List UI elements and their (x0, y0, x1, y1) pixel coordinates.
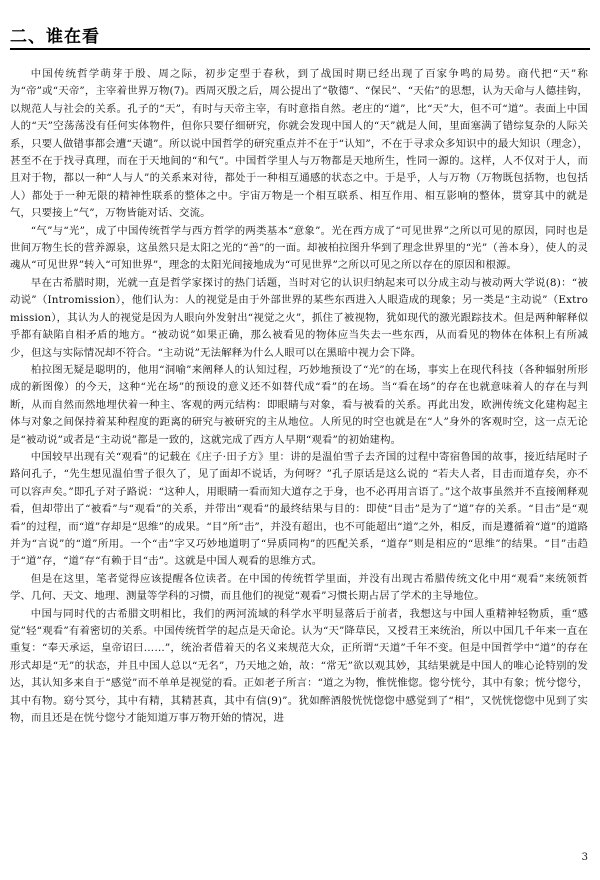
page-number: 3 (581, 852, 588, 863)
paragraph: 柏拉图无疑是聪明的，他用“洞喻”来阐释人的认知过程，巧妙地预设了“光”的在场，事实上在现代科技（各种辐射所形成的新图像）的今天，这种“光在场”的预设的意义还不如替代成“看”的在场。当“看在场”的存在也就意味着人的存在与判断，从而自然而然地埋伏着一种主、客观的两元结构：即眼睛与对象，看与被看的关系。再此出发，欧洲传统文化建构起主体与对象之间保持着某种程度的距离的研究与被研究的主从地位。人所见的时空也就是在“人”身外的客观时空，这一点无论是“被动说”或者是“主动说”都是一致的，这就完成了西方人早期“观看”的初始建构。 (10, 363, 588, 446)
section-title: 二、谁在看 (10, 27, 100, 47)
title-underline (10, 48, 590, 50)
paragraph: 中国较早出现有关“观看”的记载在《庄子·田子方》里：讲的是温伯雪子去齐国的过程中寄宿鲁国的故事，接近结尾时子路问孔子，“先生想见温伯雪子很久了，见了面却不说话，为何呀？”孔子原话是这么说的 “若夫人者，目击而道存矣，亦不可以容声矣。”即孔子对子路说：“这种人，用眼睛一看而知大道存之于身，也不必再用言语了。”这个故事虽然并不直接阐释观看，但却带出了“被看”与“观看”的关系，并带出“观看”的最终结果与目的：即使“目击”是为了“道”存的关系。“目击”是“观看”的过程，而“道”存却是“思维”的成果。“目”所“击”，并没有超出，也不可能超出“道”之外，相反，而是遵循着“道”的道路并为“言说”的“道”所用。一个“击”字又巧妙地道明了“异质同构”的匹配关系，“道存”则是相应的“思维”的结果。“目”击趋于“道”存，“道”存“有赖于目“击”。这就是中国人观看的思维方式。 (10, 450, 588, 568)
body-text (10, 66, 588, 846)
paragraph: 早在古希腊时期，光就一直是哲学家探讨的热门话题，当时对它的认识归纳起来可以分成主动与被动两大学说(8)：“被动说”（Intromission），他们认为：人的视觉是由于外部世界的某些东西进入人眼造成的现象；另一类是“主动说”（Extromission），其认为人的视觉是因为人眼向外发射出“视觉之火”，抓住了被视物，犹如现代的激光跟踪技术。但是两种解释似乎都有缺陷自相矛盾的地方。“被动说”如果正确，那么被看见的物体应当失去一些东西，从而看见的物体在体积上有所减少，但这与实际情况却不符合。“主动说”无法解释为什么人眼可以在黑暗中视力会下降。 (10, 276, 588, 359)
paragraph: 中国与同时代的古希腊文明相比，我们的两河流域的科学水平明显落后于前者，我想这与中国人重精神轻物质，重“感觉”轻“观看”有着密切的关系。中国传统哲学的起点是天命论。认为“天”降草民，又授君王来统治，所以中国几千年来一直在重复：“奉天承运，皇帝诏曰……”，统治者借着天的名义来规范大众，正所谓“天道”千年不变。但是中国哲学中“道”的存在形式却是“无”的状态，并且中国人总以“无名”，乃天地之始，故：“常无”欲以观其妙，其结果就是中国人的唯心论特别的发达，其认知多来自于“感觉”而不单单是视觉的看。正如老子所言：“道之为物，惟恍惟惚。惚兮恍兮，其中有象；恍兮惚兮，其中有物。窈兮冥兮，其中有精，其精甚真，其中有信(9)”。犹如醉酒般恍恍惚惚中感觉到了“相”，又恍恍惚惚中见到了实物，而且还是在恍兮惚兮才能知道万事万物开始的情况，进 (10, 607, 588, 725)
paragraph: 但是在这里，笔者觉得应该提醒各位读者。在中国的传统哲学里面，并没有出现古希腊传统文化中用“观看”来统领哲学、几何、天文、地理、测量等学科的习惯，而且他们的视觉“观看”习惯长期占居了学术的主导地位。 (10, 572, 588, 603)
paragraph: 中国传统哲学萌芽于殷、周之际，初步定型于春秋，到了战国时期已经出现了百家争鸣的局势。商代把“天”称为“帝”或“天帝”，主宰着世界万物(7)。西周灭殷之后，周公提出了“敬德”、“保民”、“天佑”的思想，认为天命与人德挂钩，以规范人与社会的关系。孔子的“天”，有时与天帝主宰，有时意指自然。老庄的“道”，比“天”大，但不可“道”。表面上中国人的“天”空荡荡没有任何实体物件，但你只要仔细研究，你就会发现中国人的“天”就是人间，里面塞满了错综复杂的人际关系，只要人做错事都会遭“天谴”。所以说中国哲学的研究重点并不在于“认知”，不在于寻求众多知识中的最大知识（理念），甚至不在于找寻真理，而在于天地间的“和气”。中国哲学里人与万物都是天地所生，性同一源的。这样，人不仅对于人，而且对于物，都以一种“人与人”的关系来对待，都处于一种相互通感的状态之中。于是乎，人与万物（万物既包括物，也包括人）都处于一种无限的精神性联系的整体之中。宇宙万物是一个相互联系、相互作用、相互影响的整体，贯穿其中的就是气，只要接上“气”，万物皆能对话、交流。 (10, 68, 588, 220)
paragraph: “气”与“光”，成了中国传统哲学与西方哲学的两类基本“意象”。光在西方成了“可见世界”之所以可见的原因，同时也是世间万物生长的营养源泉，这虽然只是太阳之光的“善”的一面。却被柏拉图升华到了理念世界里的“光”（善本身），使人的灵魂从“可见世界”转入“可知世界”，理念的太阳光间接地成为“可见世界”之所以可见之所以存在的原因和根源。 (10, 224, 588, 272)
